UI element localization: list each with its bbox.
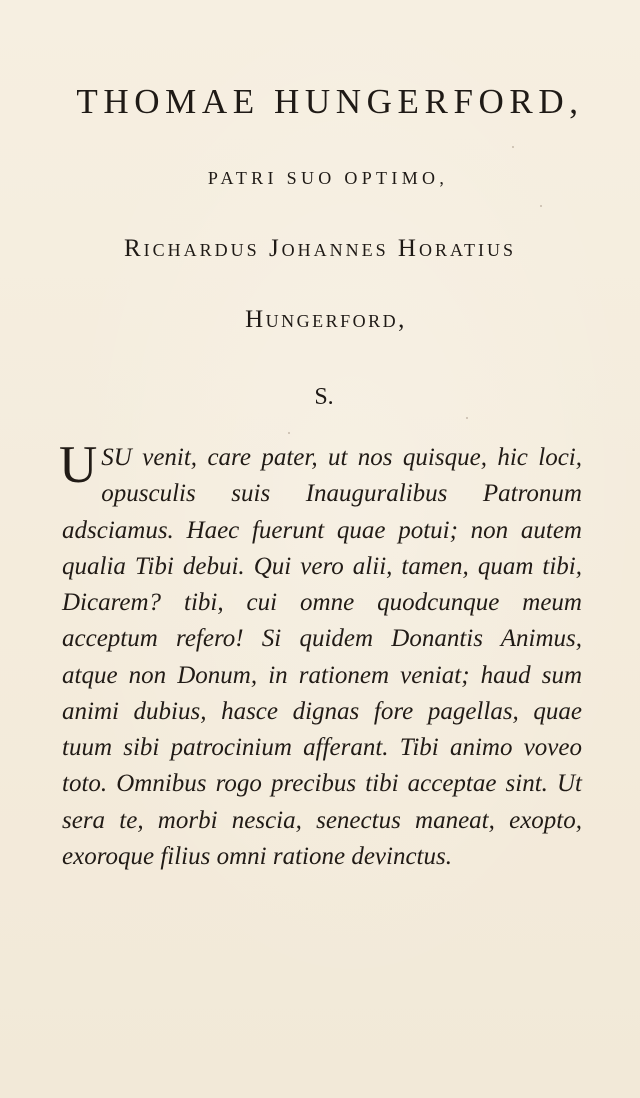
drop-cap-initial: U	[59, 436, 98, 494]
paper-speck	[466, 417, 468, 419]
salutation: S.	[314, 384, 334, 410]
paper-speck	[540, 205, 542, 207]
author-given-names: Richardus Johannes Horatius	[124, 235, 516, 262]
dedicatee-name: THOMAE HUNGERFORD,	[76, 82, 584, 121]
author-surname: Hungerford,	[245, 306, 407, 333]
dedication-paragraph	[59, 436, 582, 875]
paper-speck	[288, 432, 290, 434]
dedicatee-subtitle: PATRI SUO OPTIMO,	[207, 168, 449, 188]
dedication-text: SU venit, care pater, ut nos quisque, hic loci, opusculis suis Inauguralibus Patronum adsciamus. Haec fuerunt quae potui; non autem qualia Tibi debui. Qui vero alii, tamen, quam tibi, Dicarem? tibi, cui omne quodcunque meum acceptum refero! Si quidem Donantis Animus, atque non Donum, in rationem veniat; haud sum animi dubius, hasce dignas fore pagellas, quae tuum sibi patrocinium afferant. Tibi animo voveo toto. Omnibus rogo precibus tibi acceptae sint. Ut sera te, morbi nescia, senectus maneat, exopto, exoroque filius omni ratione devinctus.	[62, 444, 582, 870]
paper-speck	[512, 146, 514, 148]
